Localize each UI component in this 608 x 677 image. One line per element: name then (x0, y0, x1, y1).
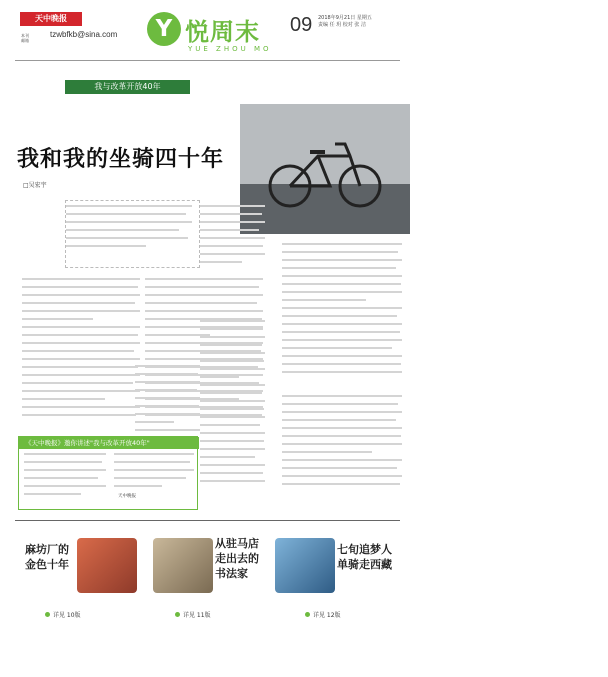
page-number: 09 (290, 14, 313, 36)
teaser-3-title: 七旬追梦人 单骑走西藏 (337, 543, 392, 571)
bullet-icon (305, 612, 310, 617)
promo-box (18, 436, 198, 510)
y-letter-logo: Y (147, 12, 181, 46)
promo-signature: 天中晚报 (118, 494, 136, 499)
series-banner: 我与改革开放40年 (65, 80, 190, 94)
masthead (0, 0, 415, 62)
promo-text-left (24, 453, 106, 507)
bullet-icon (175, 612, 180, 617)
section-title-pinyin: YUE ZHOU MO (188, 45, 272, 53)
bullet-icon (45, 612, 50, 617)
teaser-2-title: 从驻马店 走出去的 书法家 (215, 537, 259, 580)
photo-caption: 资料图片 (604, 330, 608, 353)
body-text-column-7 (135, 365, 200, 440)
issue-date: 2018年9月21日 星期五 (318, 15, 372, 21)
masthead-divider (15, 60, 400, 61)
body-text-column-1 (22, 278, 140, 428)
body-text-column-6 (282, 395, 402, 495)
teaser-divider (15, 520, 400, 521)
cyclist-icon (275, 538, 335, 593)
dateline (318, 15, 408, 29)
teaser-3[interactable] (275, 528, 401, 652)
article-headline: 我和我的坐骑四十年 (17, 146, 225, 172)
body-text-column-4 (282, 243, 402, 383)
teaser-3-see[interactable]: 详见 12版 (305, 610, 341, 619)
email-address[interactable]: tzwbfkb@sina.com (50, 30, 118, 39)
editor-credits: 责编 任 玥 校对 张 洁 (318, 22, 366, 28)
bicycle-photo-icon (240, 104, 410, 234)
body-text-column-3 (200, 205, 265, 270)
calligraphy-icon (153, 538, 213, 593)
book-stack-icon (77, 538, 137, 593)
teaser-1-see[interactable]: 详见 10版 (45, 610, 81, 619)
article-byline: □吴宏宇 (23, 182, 47, 189)
newspaper-logo: 天中晚报 (20, 12, 82, 26)
teaser-2-see[interactable]: 详见 11版 (175, 610, 211, 619)
article-photo (240, 104, 608, 353)
teaser-2[interactable] (145, 528, 271, 652)
teaser-1-title: 麻坊厂的 金色十年 (25, 543, 69, 571)
section-title: 悦周末 (185, 18, 260, 46)
intro-box (65, 200, 200, 268)
promo-title: 《天中晚报》邀你讲述"我与改革开放40年" (19, 437, 199, 449)
mailbox-label: 本刊 邮箱 (21, 33, 29, 43)
teaser-1[interactable] (15, 528, 141, 652)
body-text-column-5 (200, 320, 265, 490)
